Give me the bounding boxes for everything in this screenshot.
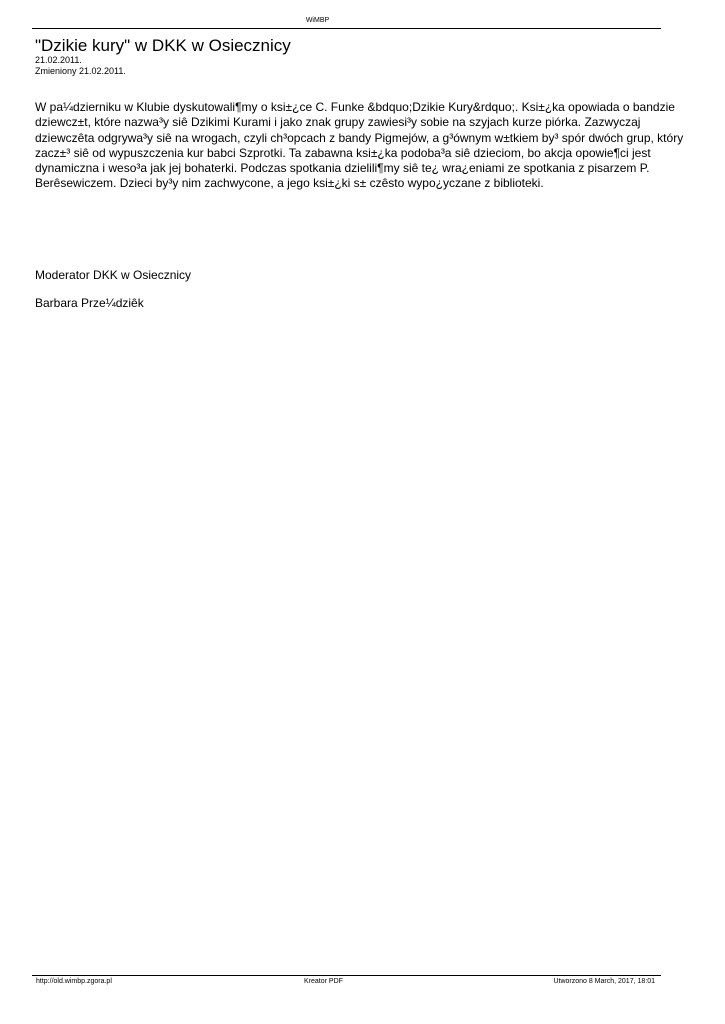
header-site-label: WiMBP xyxy=(305,17,330,24)
article-date: 21.02.2011. xyxy=(35,55,82,65)
article-body: W pa¼dzierniku w Klubie dyskutowali¶my o ksi±¿ce C. Funke &bdquo;Dzikie Kury&rdquo;. Ksi±¿ka opowiada o bandzie dziewcz±t, które nazwa³y siê Dzikimi Kurami i jako znak grupy zawiesi³y sobie na szyjach kurze piórka. Zazwyczaj dziewczêta odgrywa³y siê na wrogach, czyli ch³opcach z bandy Pigmejów, a g³ównym w±tkiem by³ spór dwóch grup, który zacz±³ siê od wypuszczenia kur babci Szprotki. Ta zabawna ksi±¿ka podoba³a siê dzieciom, bo akcja opowie¶ci jest dynamiczna i weso³a jak jej bohaterki. Podczas spotkania dzielili¶my siê te¿ wra¿eniami ze spotkania z pisarzem P. Berêsewiczem. Dzieci by³y nim zachwycone, a jego ksi±¿ki s± czêsto wypo¿yczane z biblioteki. xyxy=(35,100,684,191)
page-header xyxy=(0,0,725,30)
header-divider xyxy=(32,28,661,29)
signature-name: Barbara Prze¼dziêk xyxy=(35,296,144,310)
page-footer xyxy=(0,970,725,990)
footer-generator: Kreator PDF xyxy=(304,978,343,985)
signature-role: Moderator DKK w Osiecznicy xyxy=(35,268,192,282)
article-title: "Dzikie kury" w DKK w Osiecznicy xyxy=(35,36,291,55)
article-modified-date: Zmieniony 21.02.2011. xyxy=(35,66,126,76)
footer-created-date: Utworzono 8 March, 2017, 18:01 xyxy=(553,978,655,985)
article xyxy=(35,36,684,192)
footer-url: http://old.wimbp.zgora.pl xyxy=(36,978,112,985)
footer-divider xyxy=(32,975,661,976)
